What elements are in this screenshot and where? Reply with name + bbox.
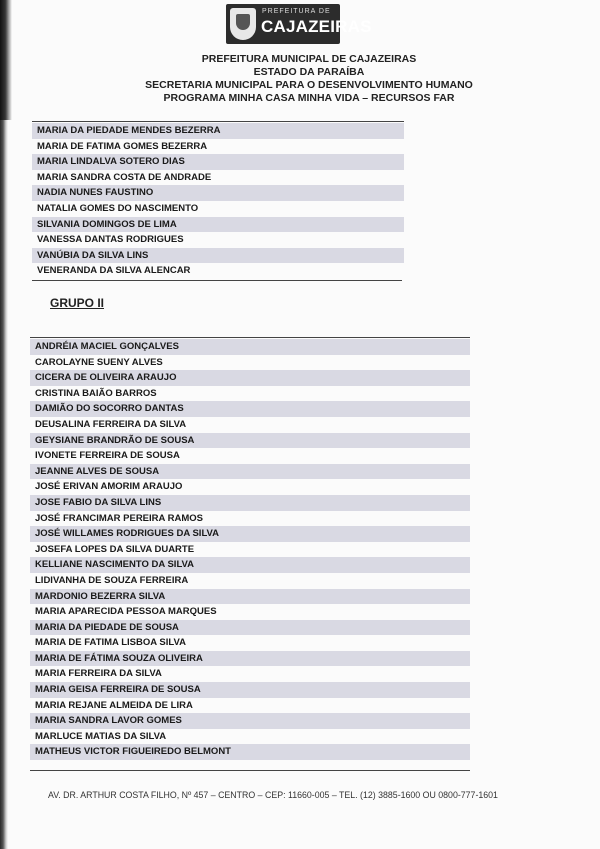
- list-item: CAROLAYNE SUENY ALVES: [35, 356, 163, 368]
- list-item: JOSÉ FRANCIMAR PEREIRA RAMOS: [35, 512, 204, 524]
- list-item: MARIA DE FATIMA GOMES BEZERRA: [37, 140, 208, 152]
- list-item: MARLUCE MATIAS DA SILVA: [35, 730, 167, 742]
- list-item: MARIA GEISA FERREIRA DE SOUSA: [30, 682, 470, 698]
- header-line-3: SECRETARIA MUNICIPAL PARA O DESENVOLVIMENTO HUMANO: [145, 79, 473, 91]
- list-item: JEANNE ALVES DE SOUSA: [30, 464, 470, 480]
- header-line-2: ESTADO DA PARAÍBA: [253, 66, 365, 78]
- list-item: NATALIA GOMES DO NASCIMENTO: [37, 202, 199, 214]
- list-item: DAMIÃO DO SOCORRO DANTAS: [30, 401, 470, 417]
- list-item: ANDRÉIA MACIEL GONÇALVES: [30, 339, 470, 355]
- list-item: KELLIANE NASCIMENTO DA SILVA: [30, 557, 470, 573]
- header-line-4: PROGRAMA MINHA CASA MINHA VIDA – RECURSOS FAR: [163, 92, 455, 104]
- group2-bottom-rule: [30, 770, 470, 771]
- coat-of-arms-icon: [230, 8, 256, 40]
- group2-top-rule: [30, 337, 470, 338]
- list-item: MARIA SANDRA LAVOR GOMES: [30, 713, 470, 729]
- list-item: VENERANDA DA SILVA ALENCAR: [37, 265, 191, 277]
- document-header: [0, 53, 600, 105]
- list-item: MARIA DE FATIMA LISBOA SILVA: [35, 637, 186, 649]
- list-item: MARIA DA PIEDADE MENDES BEZERRA: [32, 123, 404, 139]
- list-item: GEYSIANE BRANDRÃO DE SOUSA: [30, 433, 470, 449]
- list-item: MARIA APARECIDA PESSOA MARQUES: [35, 606, 217, 618]
- group2-name-list: [30, 339, 470, 760]
- list-item: SILVANIA DOMINGOS DE LIMA: [32, 217, 404, 233]
- list-item: MARIA FERREIRA DA SILVA: [35, 668, 162, 680]
- logo-subtitle: PREFEITURA DE: [262, 8, 331, 15]
- list-item: CRISTINA BAIÃO BARROS: [35, 387, 157, 399]
- list-item: MARIA DA PIEDADE DE SOUSA: [30, 620, 470, 636]
- group2-title: GRUPO II: [50, 296, 105, 310]
- list-item: MARDONIO BEZERRA SILVA: [30, 589, 470, 605]
- footer-address: AV. DR. ARTHUR COSTA FILHO, Nº 457 – CENTRO – CEP: 11660-005 – TEL. (12) 3885-1600 OU 0800-777-1601: [48, 790, 498, 800]
- list-item: MARIA SANDRA COSTA DE ANDRADE: [37, 171, 212, 183]
- list-item: CICERA DE OLIVEIRA ARAUJO: [30, 370, 470, 386]
- list-item: JOSEFA LOPES DA SILVA DUARTE: [35, 543, 195, 555]
- list-item: MATHEUS VICTOR FIGUEIREDO BELMONT: [30, 744, 470, 760]
- list-item: MARIA LINDALVA SOTERO DIAS: [32, 154, 404, 170]
- list-item: JOSÉ ERIVAN AMORIM ARAUJO: [35, 481, 183, 493]
- list-item: DEUSALINA FERREIRA DA SILVA: [35, 418, 187, 430]
- list-item: LIDIVANHA DE SOUZA FERREIRA: [35, 574, 189, 586]
- list-item: NADIA NUNES FAUSTINO: [32, 185, 404, 201]
- list-item: JOSÉ WILLAMES RODRIGUES DA SILVA: [30, 526, 470, 542]
- list-item: IVONETE FERREIRA DE SOUSA: [35, 450, 180, 462]
- group1-top-rule: [32, 121, 404, 122]
- list-item: VANÚBIA DA SILVA LINS: [32, 248, 404, 264]
- scan-binding-shadow: [0, 0, 8, 849]
- list-item: VANESSA DANTAS RODRIGUES: [37, 234, 184, 246]
- list-item: JOSE FABIO DA SILVA LINS: [30, 495, 470, 511]
- header-line-1: PREFEITURA MUNICIPAL DE CAJAZEIRAS: [201, 53, 417, 65]
- list-item: MARIA DE FÁTIMA SOUZA OLIVEIRA: [30, 651, 470, 667]
- logo-title: CAJAZEIRAS: [261, 17, 372, 36]
- city-logo: [226, 4, 372, 44]
- list-item: MARIA REJANE ALMEIDA DE LIRA: [35, 699, 193, 711]
- group1-bottom-rule: [32, 280, 402, 281]
- group1-name-list: [32, 123, 404, 279]
